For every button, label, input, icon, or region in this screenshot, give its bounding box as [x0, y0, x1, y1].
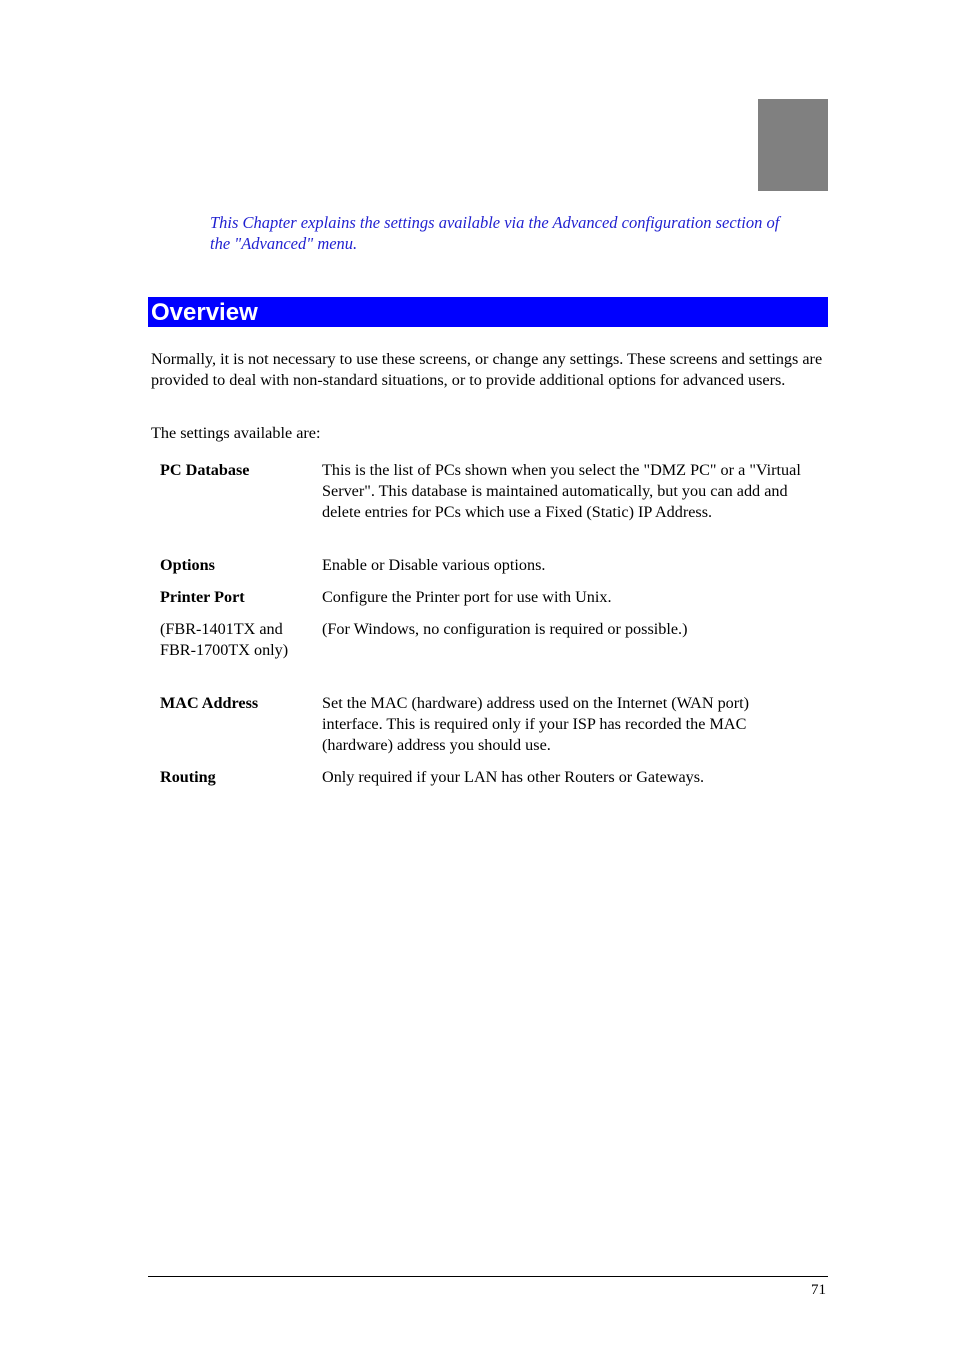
setting-desc-pc-database: This is the list of PCs shown when you select the "DMZ PC" or a "Virtual Server". This database is maintained automatically, but you can add and delete entries for PCs which use a Fixed (Static) IP Address. [322, 461, 801, 521]
footer-divider [148, 1276, 828, 1277]
setting-desc-options: Enable or Disable various options. [322, 556, 546, 574]
setting-term-options: Options [160, 556, 215, 574]
setting-desc-printer-windows: (For Windows, no configuration is required or possible.) [322, 620, 688, 638]
setting-term-mac-address: MAC Address [160, 694, 259, 712]
setting-term-pc-database: PC Database [160, 461, 250, 479]
section-header-bar [148, 297, 828, 327]
setting-desc-printer-port: Configure the Printer port for use with Unix. [322, 588, 612, 606]
overview-paragraph: Normally, it is not necessary to use these screens, or change any settings. These screens and settings are provided to deal with non-standard situations, or to provide additional options for advanced users. [151, 350, 823, 389]
setting-term-routing: Routing [160, 768, 216, 786]
setting-desc-mac-address: Set the MAC (hardware) address used on the Internet (WAN port) interface. This is required only if your ISP has recorded the MAC (hardware) address you should use. [322, 694, 750, 754]
settings-intro-text: The settings available are: [151, 424, 321, 442]
setting-term-printer-models: (FBR-1401TX and FBR-1700TX only) [160, 620, 289, 659]
page-number: 71 [811, 1282, 826, 1298]
section-title: Overview [151, 299, 258, 326]
chapter-intro: This Chapter explains the settings available via the Advanced configuration section of the "Advanced" menu. [210, 213, 780, 253]
setting-desc-routing: Only required if your LAN has other Routers or Gateways. [322, 768, 705, 786]
setting-term-printer-port: Printer Port [160, 588, 245, 606]
chapter-tab-marker [758, 99, 828, 191]
